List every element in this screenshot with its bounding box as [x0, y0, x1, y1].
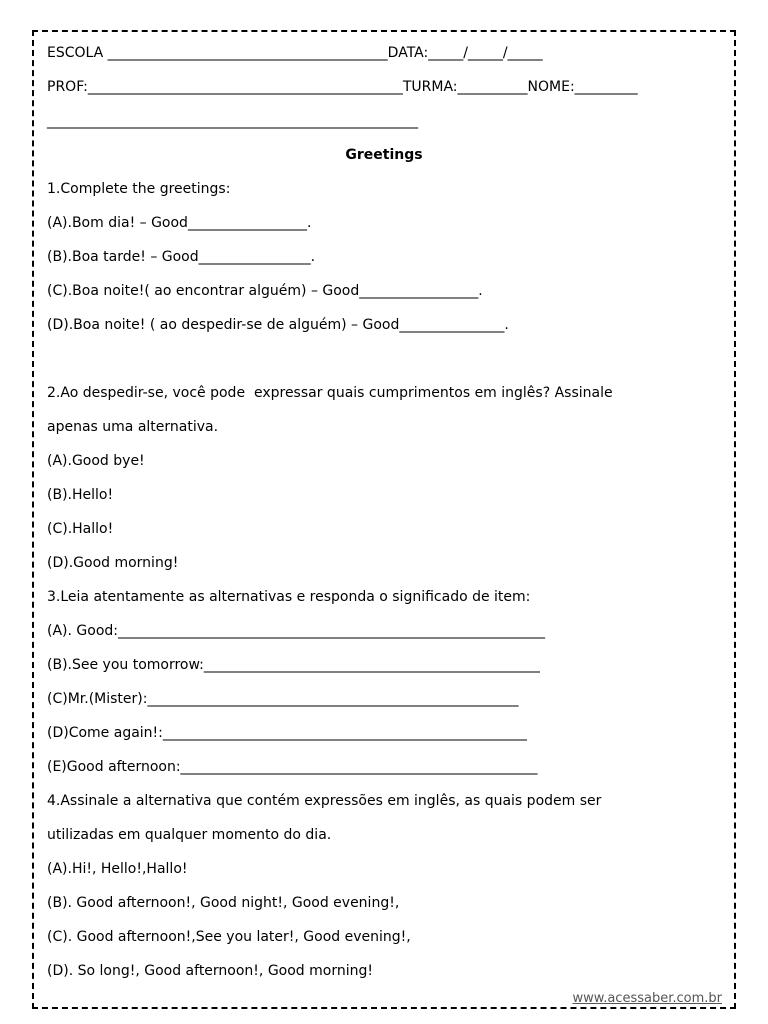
q3-item-c: (C)Mr.(Mister):_____________________________________________________ [47, 691, 519, 707]
q4-item-d: (D). So long!, Good afternoon!, Good morning! [47, 963, 373, 979]
q1-item-d: (D).Boa noite! ( ao despedir-se de alguém) – Good_______________. [47, 317, 509, 333]
q1-item-a: (A).Bom dia! – Good_________________. [47, 215, 312, 231]
q2-prompt-line2: apenas uma alternativa. [47, 419, 219, 435]
q3-item-b: (B).See you tomorrow:________________________________________________ [47, 657, 540, 673]
website-footer-link[interactable]: www.acessaber.com.br [572, 991, 722, 1006]
q3-item-e: (E)Good afternoon:___________________________________________________ [47, 759, 538, 775]
q2-item-a: (A).Good bye! [47, 453, 145, 469]
q1-item-b: (B).Boa tarde! – Good________________. [47, 249, 316, 265]
q3-item-a: (A). Good:_____________________________________________________________ [47, 623, 545, 639]
q4-item-a: (A).Hi!, Hello!,Hallo! [47, 861, 188, 877]
teacher-class-name-line: PROF:_____________________________________________TURMA:__________NOME:_________ [47, 79, 638, 95]
q1-item-c: (C).Boa noite!( ao encontrar alguém) – Good_________________. [47, 283, 483, 299]
q3-prompt: 3.Leia atentamente as alternativas e responda o significado de item: [47, 589, 531, 605]
worksheet-title: Greetings [345, 147, 423, 163]
q2-item-d: (D).Good morning! [47, 555, 179, 571]
q4-prompt-line1: 4.Assinale a alternativa que contém expressões em inglês, as quais podem ser [47, 793, 602, 809]
q4-prompt-line2: utilizadas em qualquer momento do dia. [47, 827, 332, 843]
q3-item-d: (D)Come again!:____________________________________________________ [47, 725, 527, 741]
q4-item-b: (B). Good afternoon!, Good night!, Good evening!, [47, 895, 400, 911]
q2-prompt-line1: 2.Ao despedir-se, você pode expressar quais cumprimentos em inglês? Assinale [47, 385, 613, 401]
school-date-line: ESCOLA ________________________________________DATA:_____/_____/_____ [47, 45, 543, 61]
name-continuation-line: _____________________________________________________ [47, 113, 418, 129]
q2-item-c: (C).Hallo! [47, 521, 114, 537]
q1-prompt: 1.Complete the greetings: [47, 181, 231, 197]
q4-item-c: (C). Good afternoon!,See you later!, Good evening!, [47, 929, 411, 945]
q2-item-b: (B).Hello! [47, 487, 114, 503]
